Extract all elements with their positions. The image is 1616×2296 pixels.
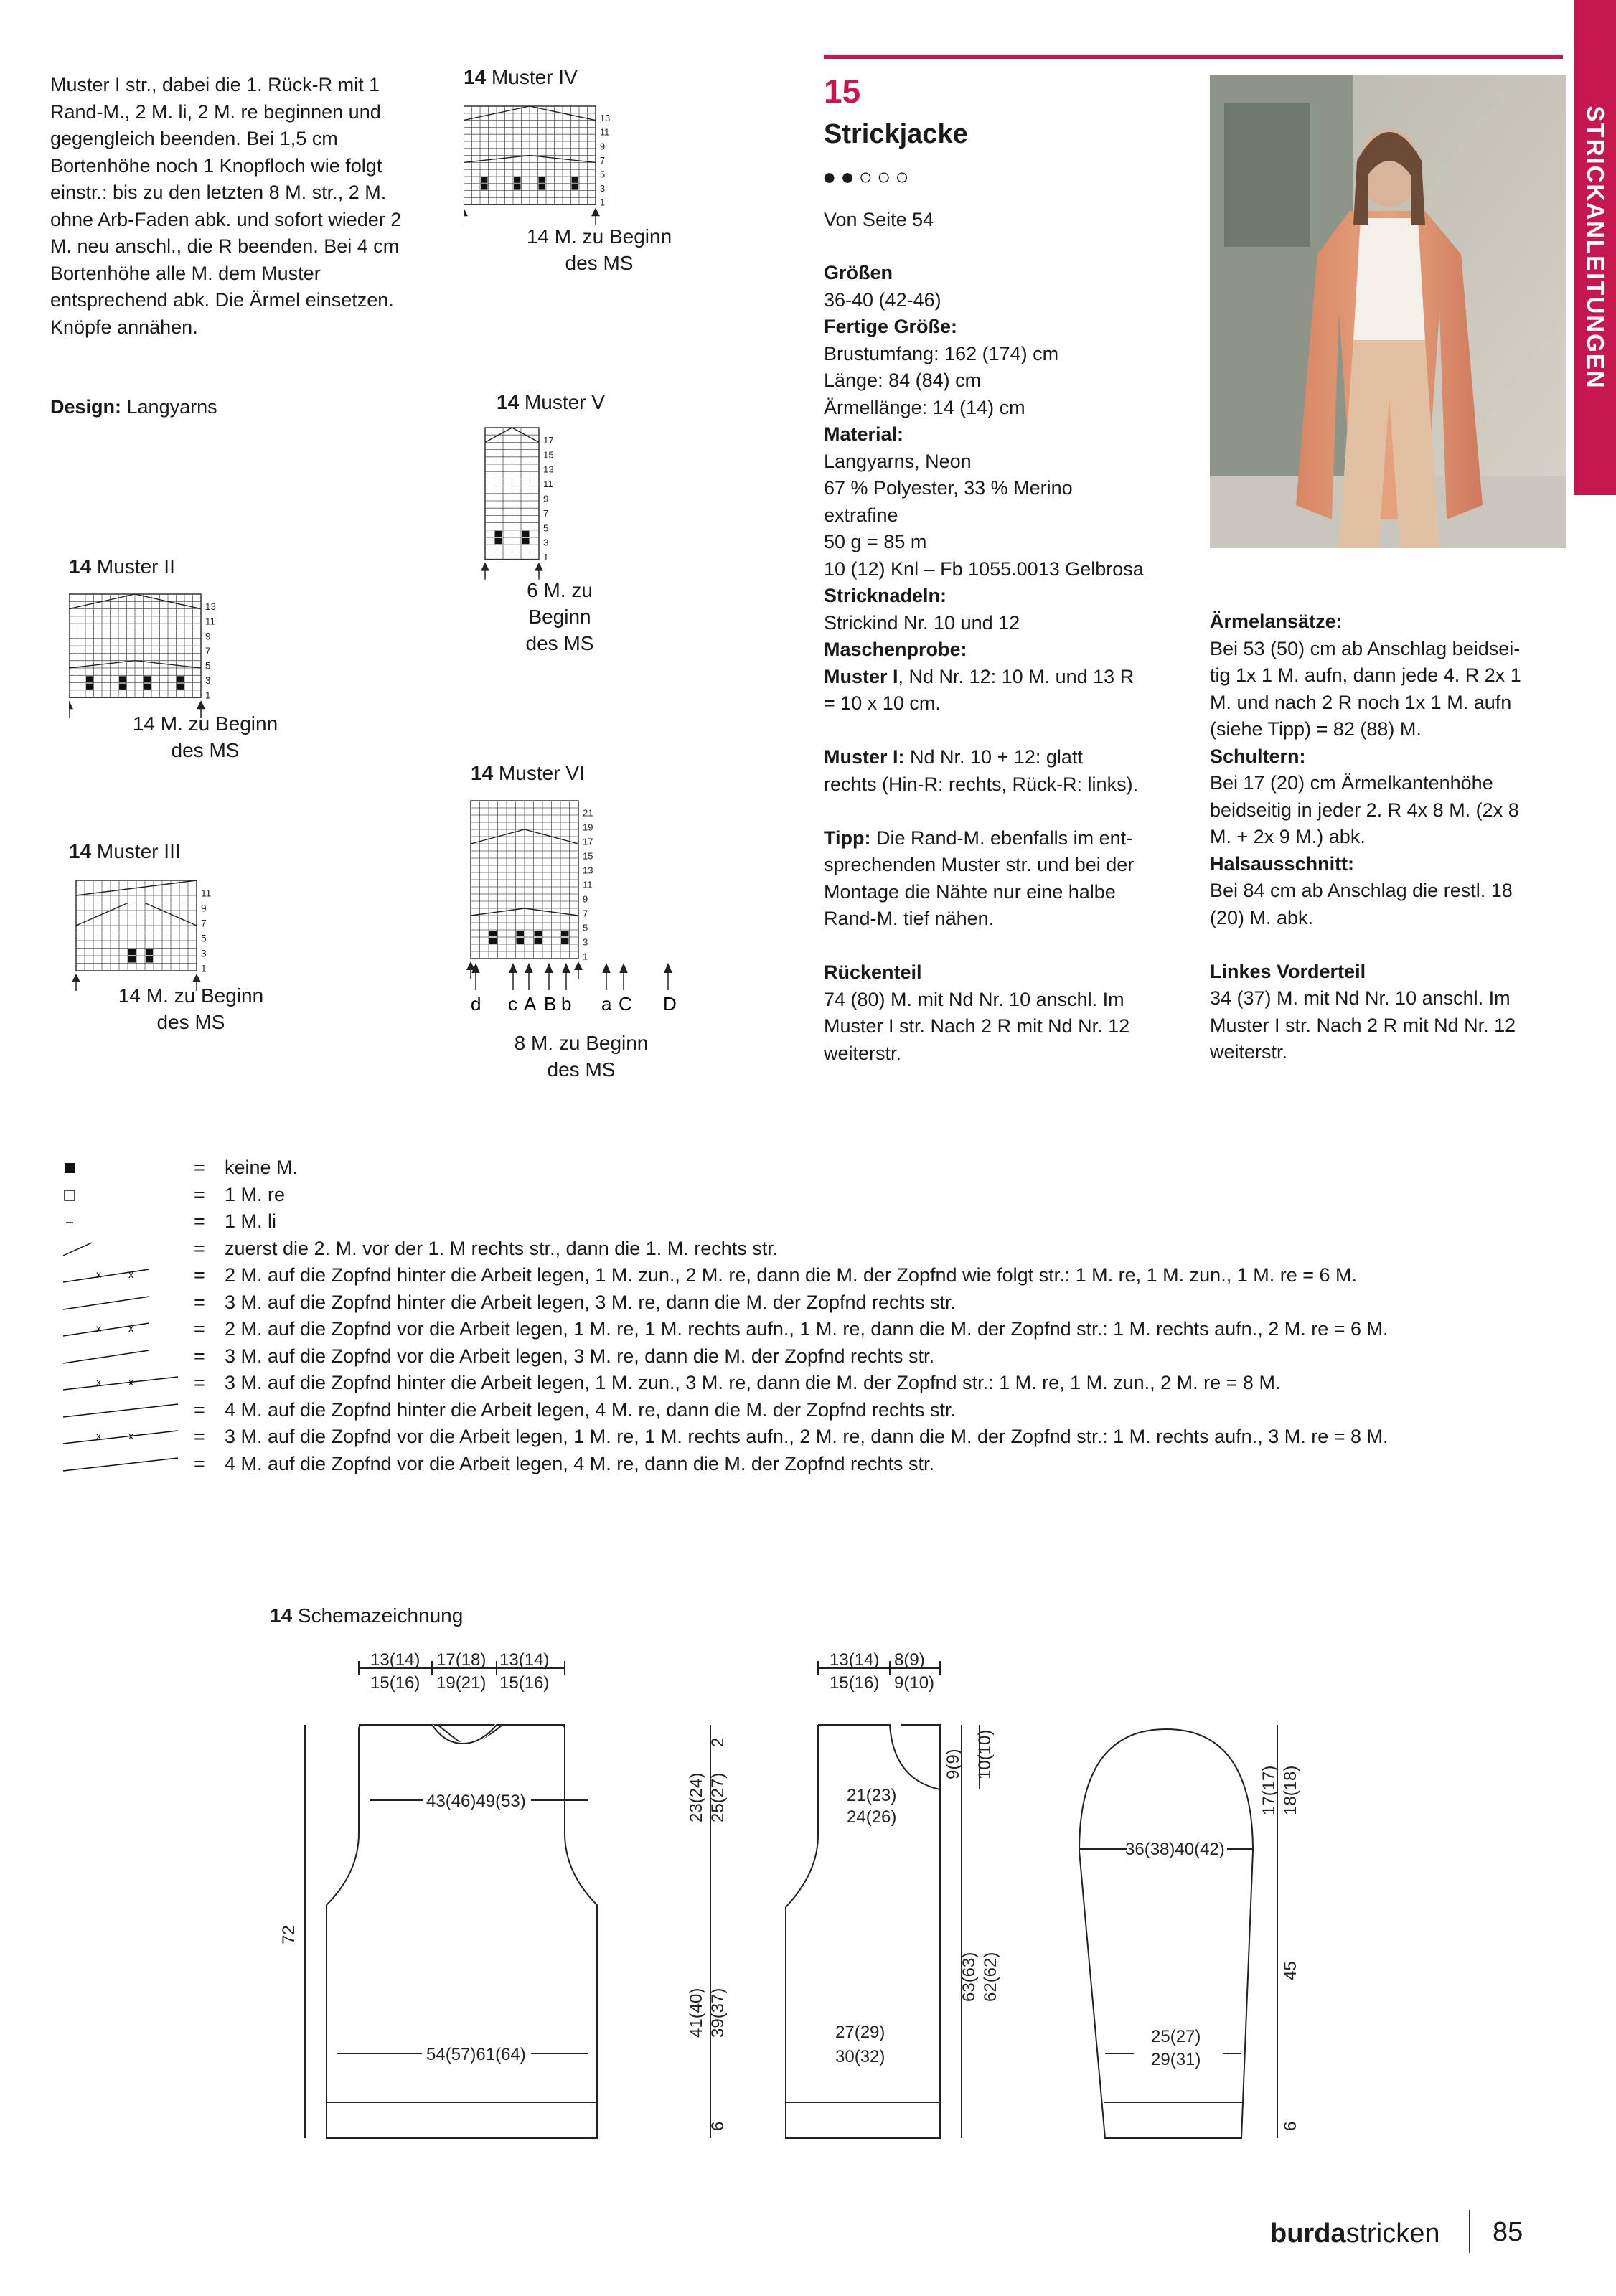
chart-letter: c	[508, 993, 517, 1015]
chart-row-number: 3	[600, 183, 606, 194]
legend-equals: =	[194, 1237, 205, 1259]
chart-caption-muster-4: 14 M. zu Beginn des MS	[526, 225, 672, 274]
chart-row-number: 7	[205, 645, 211, 657]
chart-row-number: 5	[600, 169, 606, 180]
schema-title: 14 Schemazeichnung	[270, 1604, 464, 1627]
svg-text:8(9): 8(9)	[894, 1650, 925, 1670]
chart-row-number: 13	[583, 865, 593, 876]
svg-text:30(32): 30(32)	[835, 2047, 885, 2066]
chart-row-number: 13	[543, 464, 554, 475]
chart-row-number: 7	[583, 908, 588, 919]
schema-sleeve-piece	[1079, 1725, 1277, 2138]
schema-drawing	[273, 1636, 1363, 2167]
legend-text: 1 M. re	[225, 1183, 286, 1205]
schema-back-piece	[305, 1661, 597, 2138]
legend-symbol	[60, 1316, 189, 1342]
svg-text:27(29): 27(29)	[835, 2023, 885, 2042]
chart-letter: d	[471, 993, 481, 1015]
legend-symbol	[60, 1262, 189, 1289]
chart-title-muster-3: 14 Muster III	[69, 840, 181, 862]
chart-row-number: 1	[600, 197, 606, 208]
svg-text:x: x	[96, 1430, 101, 1441]
legend-equals: =	[194, 1157, 205, 1178]
footer-divider	[1469, 2210, 1470, 2253]
legend-text: zuerst die 2. M. vor der 1. M rechts str., dann die 1. M. rechts str.	[225, 1237, 779, 1259]
chart-row-number: 3	[201, 948, 207, 959]
chart-row-number: 17	[583, 836, 593, 847]
design-value: Langyarns	[121, 396, 217, 418]
legend-row	[55, 1154, 1576, 1181]
design-credit	[50, 394, 217, 421]
legend-symbol	[60, 1397, 189, 1424]
legend-equals: =	[194, 1210, 205, 1232]
legend-equals: =	[194, 1183, 205, 1205]
project-instructions: Ärmelansätze: Bei 53 (50) cm ab Anschlag beidsei- tig 1x 1 M. aufn, dann jede 4. R 2x 1 M. und nach 2 R noch 1x 1 M. aufn (siehe Tipp) = 82 (88) M. Schultern: Bei 17 (20) cm Ärmelkantenhöhe beidseitig in jeder 2. R 4x 8 M. (2x 8 M. + 2x 9 M.) abk. Halsausschnitt: Bei 84 cm ab Anschlag die restl. 18 (20) M. abk. Linkes Vorderteil 34 (37) M. mit Nd Nr. 10 anschl. Im Muster I str. Nach 2 R mit Nd Nr. 12 weiterstr.	[1210, 611, 1521, 1063]
difficulty-rating: ●●○○○	[822, 164, 913, 189]
chart-row-number: 3	[205, 675, 211, 687]
svg-text:43(46)49(53): 43(46)49(53)	[426, 1792, 526, 1811]
legend-text: 3 M. auf die Zopfnd hinter die Arbeit legen, 3 M. re, dann die M. der Zopfnd rechts str.	[225, 1291, 957, 1313]
chart-row-number: 19	[583, 822, 593, 833]
legend-symbol	[60, 1451, 189, 1477]
svg-text:9(9): 9(9)	[944, 1749, 963, 1779]
legend-equals: =	[194, 1291, 205, 1313]
legend-equals: =	[194, 1372, 205, 1393]
chart-row-number: 1	[583, 951, 588, 962]
svg-text:x: x	[96, 1376, 101, 1388]
chart-row-number: 5	[201, 933, 207, 944]
legend-equals: =	[194, 1318, 205, 1340]
legend-row	[55, 1451, 1576, 1477]
chart-row-number: 5	[205, 660, 211, 672]
svg-text:39(37): 39(37)	[708, 1987, 728, 2038]
chart-row-number: 3	[583, 936, 588, 948]
legend-equals: =	[194, 1264, 205, 1286]
intro-paragraph: Muster I str., dabei die 1. Rück-R mit 1 Rand-M., 2 M. li, 2 M. re beginnen und gegengleich beenden. Bei 1,5 cm Bortenhöhe noch 1 Knopfloch wie folgt einstr.: bis zu den letzten 8 M. str., 2 M. ohne Arb-Faden abk. und sofort wieder 2 M. neu anschl., die R beenden. Bei 4 cm Bortenhöhe alle M. dem Muster entsprechend abk. Die Ärmel einsetzen. Knöpfe annähen.	[50, 74, 402, 338]
from-page: Von Seite 54	[824, 209, 934, 230]
svg-text:17(17): 17(17)	[1259, 1765, 1279, 1815]
legend-equals: =	[194, 1398, 205, 1421]
chart-letter: A	[524, 993, 537, 1015]
legend-equals: =	[194, 1426, 205, 1447]
chart-row-number: 11	[201, 888, 212, 899]
sidebar-label: STRICKANLEITUNGEN	[1582, 105, 1609, 390]
chart-muster-5	[474, 425, 660, 590]
chart-caption-muster-2: 14 M. zu Beginn des MS	[132, 712, 278, 761]
svg-text:x: x	[96, 1269, 101, 1280]
legend-equals: =	[194, 1452, 205, 1474]
chart-row-number: 11	[600, 126, 610, 138]
chart-row-number: 21	[583, 807, 593, 819]
project-specs: Größen 36-40 (42-46) Fertige Größe: Brustumfang: 162 (174) cm Länge: 84 (84) cm Ärmellänge: 14 (14) cm Material: Langyarns, Neon 67 % Polyester, 33 % Merino extrafine 50 g = 85 m 10 (12) Knl – Fb 1055.0013 Gelbrosa Stricknadeln: Strickind Nr. 10 und 12 Maschenprobe: Muster I, Nd Nr. 12: 10 M. und 13 R = 10 x 10 cm. Muster I: Nd Nr. 10 + 12: glatt rechts (Hin-R: rechts, Rück-R: links). Tipp: Die Rand-M. ebenfalls im ent- sprechenden Muster str. und bei der Montage die Nähte nur eine halbe Rand-M. tief nähen. Rückenteil 74 (80) M. mit Nd Nr. 10 anschl. Im Muster I str. Nach 2 R mit Nd Nr. 12 weiterstr.	[824, 262, 1144, 1064]
svg-text:x: x	[128, 1322, 133, 1334]
chart-row-number: 7	[543, 507, 549, 519]
svg-text:x: x	[128, 1376, 133, 1388]
chart-row-number: 9	[600, 141, 606, 152]
svg-text:x: x	[128, 1430, 133, 1441]
legend-row	[55, 1262, 1576, 1289]
project-title: Strickjacke	[824, 119, 968, 149]
legend-text: 4 M. auf die Zopfnd vor die Arbeit legen, 4 M. re, dann die M. der Zopfnd rechts str.	[225, 1452, 935, 1474]
chart-muster-6	[456, 795, 715, 1053]
chart-row-number: 9	[583, 893, 588, 905]
chart-title-muster-5: 14 Muster V	[497, 391, 605, 413]
svg-text:62(62): 62(62)	[981, 1952, 1000, 2002]
chart-letter: a	[601, 993, 612, 1015]
svg-text:41(40): 41(40)	[687, 1987, 706, 2038]
chart-row-number: 5	[543, 522, 549, 534]
legend-row	[55, 1370, 1576, 1396]
svg-text:54(57)61(64): 54(57)61(64)	[426, 2045, 526, 2064]
chart-row-number: 9	[543, 493, 549, 504]
legend-symbol	[60, 1154, 189, 1181]
svg-text:13(14): 13(14)	[499, 1650, 550, 1670]
svg-text:24(26): 24(26)	[847, 1807, 897, 1827]
chart-caption-muster-6: 8 M. zu Beginn des MS	[514, 1032, 649, 1081]
legend-row	[55, 1289, 1576, 1316]
legend-symbol	[60, 1424, 189, 1450]
section-sidebar-tab	[1574, 0, 1616, 495]
svg-text:x: x	[128, 1269, 133, 1280]
chart-row-number: 1	[205, 690, 211, 701]
chart-row-number: 11	[583, 879, 593, 890]
legend-text: 2 M. auf die Zopfnd hinter die Arbeit legen, 1 M. zun., 2 M. re, dann die M. der Zopfnd wie folgt str.: 1 M. re, 1 M. zun., 1 M. re = 6 M.	[225, 1264, 1357, 1286]
model-photo	[1210, 75, 1566, 548]
svg-text:15(16): 15(16)	[499, 1673, 550, 1693]
chart-row-number: 1	[201, 963, 207, 974]
svg-text:9(10): 9(10)	[894, 1673, 935, 1693]
chart-title-muster-2: 14 Muster II	[69, 555, 175, 578]
svg-text:15(16): 15(16)	[370, 1673, 421, 1693]
schema-back-dim: 13(14)	[370, 1650, 421, 1670]
legend-text: 2 M. auf die Zopfnd vor die Arbeit legen, 1 M. re, 1 M. rechts aufn., 1 M. re, dann die M. der Zopfnd str.: 1 M. rechts aufn., 2 M. re = 6 M.	[225, 1318, 1389, 1340]
schema-front-piece	[710, 1661, 980, 2138]
chart-letter: C	[619, 993, 632, 1015]
svg-text:x: x	[96, 1322, 101, 1334]
legend-row	[55, 1424, 1576, 1450]
chart-row-number: 15	[583, 850, 593, 862]
chart-row-number: 17	[543, 434, 554, 446]
svg-text:15(16): 15(16)	[830, 1673, 880, 1693]
svg-text:25(27): 25(27)	[708, 1772, 728, 1822]
svg-text:25(27): 25(27)	[1151, 2027, 1201, 2046]
legend-equals: =	[194, 1345, 205, 1367]
svg-text:72: 72	[279, 1925, 299, 1944]
legend-text: 1 M. li	[225, 1210, 277, 1232]
legend-text: 4 M. auf die Zopfnd hinter die Arbeit legen, 4 M. re, dann die M. der Zopfnd rechts str.	[225, 1398, 957, 1421]
chart-letter: D	[663, 993, 677, 1015]
design-label: Design:	[50, 396, 122, 418]
svg-text:2: 2	[708, 1737, 728, 1747]
legend-row	[55, 1343, 1576, 1370]
brand-logo: burdastricken	[1270, 2219, 1440, 2249]
chart-title-muster-6: 14 Muster VI	[471, 762, 585, 784]
svg-text:19(21): 19(21)	[436, 1673, 487, 1693]
legend-text: 3 M. auf die Zopfnd vor die Arbeit legen, 1 M. re, 1 M. rechts aufn., 2 M. re, dann die M. der Zopfnd str.: 1 M. rechts aufn., 3 M. re = 8 M.	[225, 1426, 1389, 1447]
chart-row-number: 7	[201, 918, 207, 929]
chart-row-number: 11	[205, 616, 215, 627]
chart-row-number: 7	[600, 154, 606, 166]
svg-text:6: 6	[1281, 2121, 1300, 2131]
svg-text:63(63): 63(63)	[959, 1952, 979, 2002]
legend-text: keine M.	[225, 1157, 299, 1178]
svg-text:17(18): 17(18)	[436, 1650, 487, 1670]
chart-letter: B	[544, 993, 557, 1015]
legend-row	[55, 1182, 1576, 1208]
legend-symbol	[60, 1236, 189, 1262]
legend-symbol	[60, 1343, 189, 1370]
chart-caption-muster-5: 6 M. zu Beginn des MS	[525, 579, 594, 654]
chart-letter: b	[561, 993, 572, 1015]
svg-text:29(31): 29(31)	[1151, 2050, 1201, 2069]
chart-row-number: 13	[600, 113, 611, 124]
svg-text:10(10): 10(10)	[975, 1729, 995, 1779]
svg-text:45: 45	[1281, 1961, 1300, 1980]
legend-text: 3 M. auf die Zopfnd hinter die Arbeit legen, 1 M. zun., 3 M. re, dann die M. der Zopfnd str.: 1 M. re, 1 M. zun., 2 M. re = 8 M.	[225, 1372, 1281, 1393]
chart-row-number: 5	[583, 922, 588, 933]
legend-symbol	[60, 1182, 189, 1208]
chart-row-number: 11	[543, 479, 553, 490]
legend-row	[55, 1236, 1576, 1262]
svg-text:23(24): 23(24)	[687, 1772, 706, 1822]
legend-row	[55, 1397, 1576, 1424]
legend-symbol	[60, 1208, 189, 1235]
chart-caption-muster-3: 14 M. zu Beginn des MS	[118, 984, 264, 1033]
legend-row	[55, 1208, 1576, 1235]
svg-text:18(18): 18(18)	[1281, 1765, 1300, 1815]
svg-text:21(23): 21(23)	[847, 1786, 897, 1805]
chart-row-number: 9	[205, 631, 211, 642]
chart-row-number: 1	[543, 552, 549, 563]
header-rule	[824, 55, 1563, 59]
chart-title-muster-4: 14 Muster IV	[464, 66, 578, 88]
chart-row-number: 13	[205, 601, 216, 613]
svg-text:6: 6	[708, 2121, 728, 2131]
chart-row-number: 3	[543, 537, 549, 548]
legend-symbol	[60, 1289, 189, 1316]
svg-text:36(38)40(42): 36(38)40(42)	[1125, 1840, 1225, 1859]
legend-text: 3 M. auf die Zopfnd vor die Arbeit legen, 3 M. re, dann die M. der Zopfnd rechts str.	[225, 1345, 935, 1367]
chart-row-number: 9	[201, 903, 207, 914]
project-number: 15	[824, 72, 861, 110]
chart-row-number: 15	[543, 449, 554, 461]
svg-text:13(14): 13(14)	[830, 1650, 880, 1670]
page-number: 85	[1493, 2217, 1523, 2247]
legend-symbol	[60, 1370, 189, 1396]
legend-row	[55, 1316, 1576, 1342]
